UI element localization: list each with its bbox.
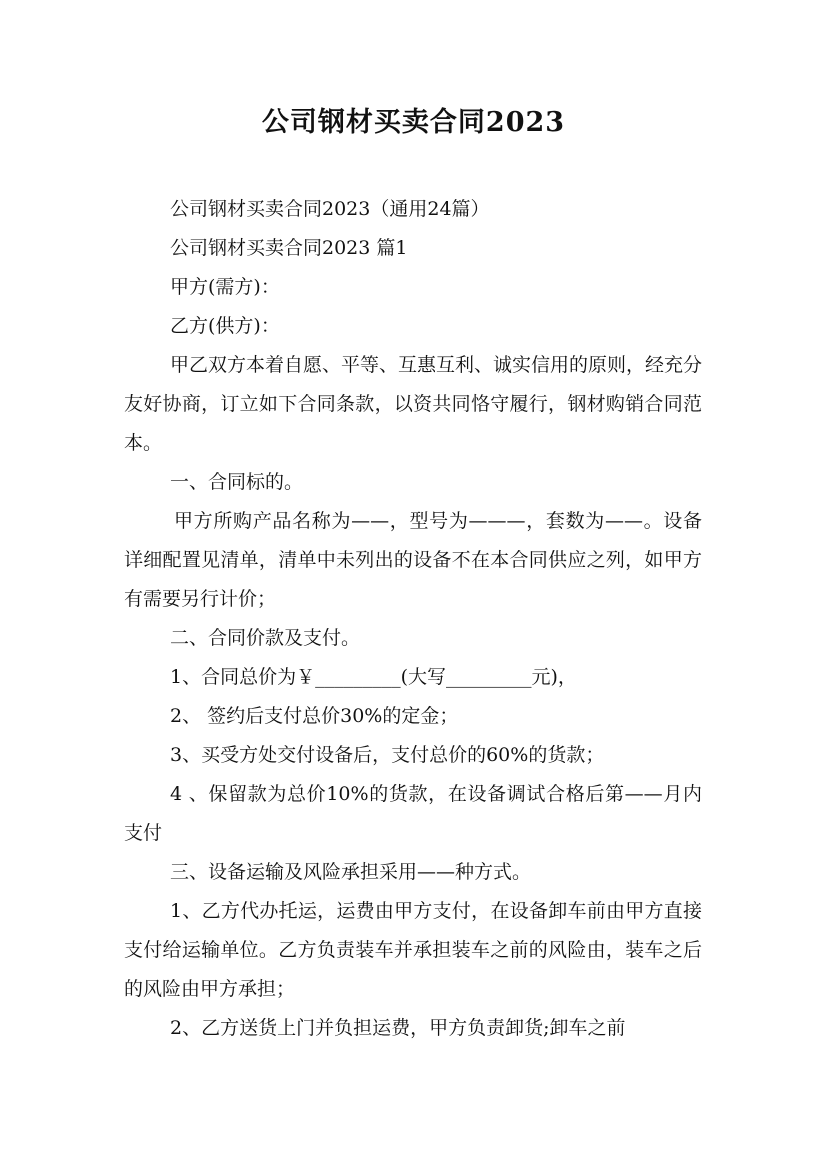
document-body [124,190,702,1048]
paragraph-clause-1-heading: 一、合同标的。 [170,471,304,493]
paragraph-clause-2-item-2: 2、 签约后支付总价30%的定金； [170,705,459,727]
paragraph-party-a: 甲方(需方)： [170,276,280,298]
paragraph-section-heading: 公司钢材买卖合同2023 篇1 [170,237,408,259]
paragraph-clause-3-heading: 三、设备运输及风险承担采用——种方式。 [170,861,532,883]
paragraph-subtitle: 公司钢材买卖合同2023（通用24篇） [170,198,490,220]
paragraph-clause-2-item-1: 1、合同总价为￥_________(大写_________元)， [170,666,577,688]
paragraph-clause-3-item-1: 1、乙方代办托运，运费由甲方支付，在设备卸车前由甲方直接支付给运输单位。乙方负责装车并承担装车之前的风险由，装车之后的风险由甲方承担； [124,900,702,1000]
paragraph-clause-3-item-2: 2、乙方送货上门并负担运费，甲方负责卸货;卸车之前 [170,1017,626,1039]
paragraph-clause-2-item-4: 4 、保留款为总价10%的货款，在设备调试合格后第——月内支付 [124,783,702,844]
paragraph-clause-2-item-3: 3、买受方处交付设备后，支付总价的60%的货款； [170,744,605,766]
paragraph-clause-1-body: 甲方所购产品名称为——，型号为———，套数为——。设备详细配置见清单，清单中未列出的设备不在本合同供应之列，如甲方有需要另行计价； [124,510,702,610]
paragraph-clause-2-heading: 二、合同价款及支付。 [170,627,361,649]
document-title: 公司钢材买卖合同2023 [261,107,566,138]
paragraph-preamble: 甲乙双方本着自愿、平等、互惠互利、诚实信用的原则，经充分友好协商，订立如下合同条款，以资共同恪守履行，钢材购销合同范本。 [124,354,703,454]
paragraph-party-b: 乙方(供方)： [170,315,280,337]
